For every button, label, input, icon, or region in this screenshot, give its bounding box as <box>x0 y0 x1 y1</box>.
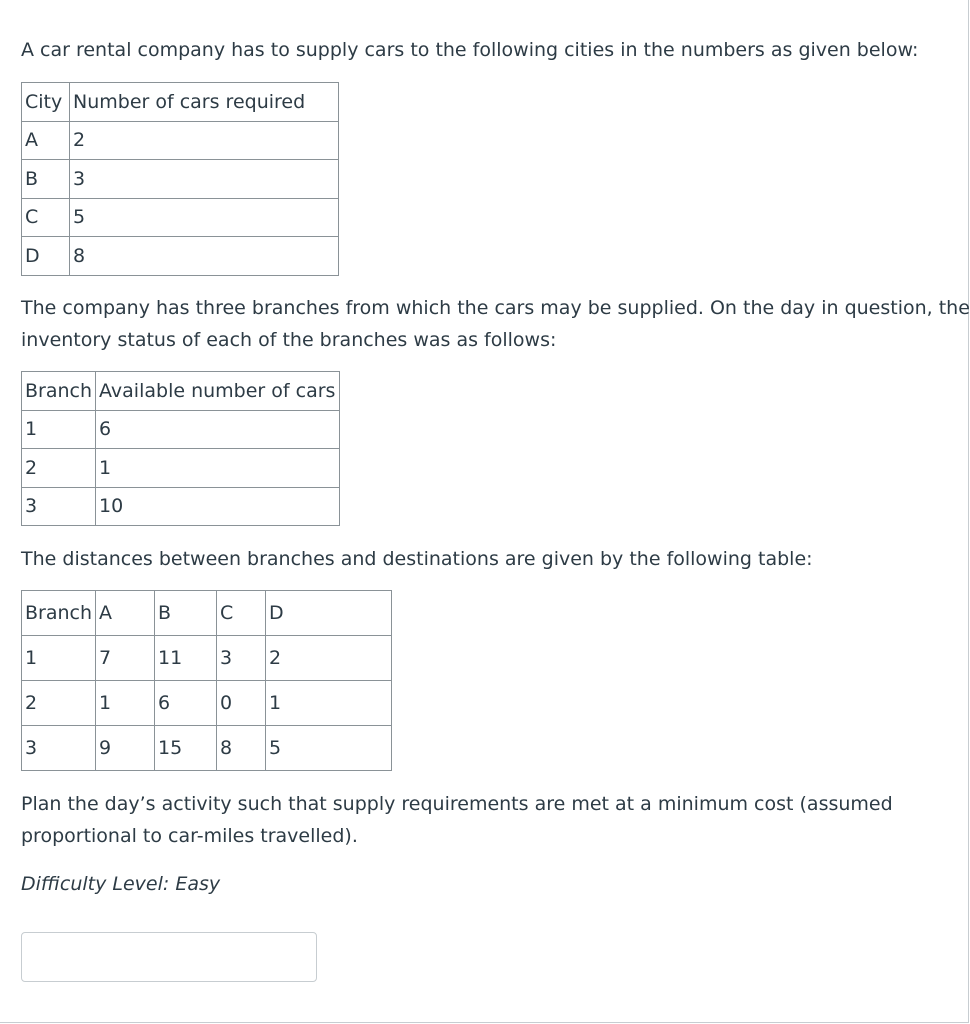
table-header-cell: City <box>22 83 70 122</box>
table-row <box>22 121 339 160</box>
table-cell: 6 <box>155 681 217 726</box>
table-header-cell: B <box>155 591 217 636</box>
table-row <box>22 487 340 526</box>
table-cell: 6 <box>96 410 340 449</box>
distances-table <box>21 590 392 771</box>
plan-text-line1: Plan the day’s activity such that supply requirements are met at a minimum cost (assumed <box>21 793 893 815</box>
table-cell: 1 <box>96 681 155 726</box>
table-row <box>22 160 339 199</box>
table-cell: 5 <box>266 726 392 771</box>
table-row <box>22 636 392 681</box>
table-cell: 3 <box>70 160 339 199</box>
table-row <box>22 726 392 771</box>
table-cell: B <box>22 160 70 199</box>
table-row <box>22 410 340 449</box>
table-header-cell: C <box>217 591 266 636</box>
table-header-cell: D <box>266 591 392 636</box>
table-cell: 15 <box>155 726 217 771</box>
table-row <box>22 449 340 488</box>
table-cell: 1 <box>266 681 392 726</box>
branches-text-line2: inventory status of each of the branches was as follows: <box>21 329 557 351</box>
table-header-row <box>22 372 340 411</box>
table-cell: 7 <box>96 636 155 681</box>
table-header-cell: Number of cars required <box>70 83 339 122</box>
intro-text: A car rental company has to supply cars to the following cities in the numbers as given below: <box>21 39 919 61</box>
table-cell: 3 <box>217 636 266 681</box>
table-cell: 11 <box>155 636 217 681</box>
table-cell: D <box>22 237 70 276</box>
table-row <box>22 237 339 276</box>
inventory-table <box>21 371 340 526</box>
table-cell: 9 <box>96 726 155 771</box>
table-header-cell: Branch <box>22 372 96 411</box>
table-header-row <box>22 83 339 122</box>
table-cell: 1 <box>96 449 340 488</box>
difficulty-level: Difficulty Level: Easy <box>21 873 221 895</box>
answer-input[interactable] <box>21 932 317 982</box>
table-cell: C <box>22 198 70 237</box>
table-cell: 2 <box>266 636 392 681</box>
table-cell: 1 <box>22 636 96 681</box>
table-cell: 3 <box>22 726 96 771</box>
table-cell: 10 <box>96 487 340 526</box>
table-header-row <box>22 591 392 636</box>
table-header-cell: A <box>96 591 155 636</box>
table-row <box>22 681 392 726</box>
table-cell: 8 <box>217 726 266 771</box>
distances-text: The distances between branches and destinations are given by the following table: <box>21 548 813 570</box>
table-row <box>22 198 339 237</box>
branches-text-line1: The company has three branches from which the cars may be supplied. On the day in question, the <box>21 297 970 319</box>
plan-text-line2: proportional to car-miles travelled). <box>21 825 358 847</box>
table-header-cell: Branch <box>22 591 96 636</box>
table-cell: 0 <box>217 681 266 726</box>
table-cell: 2 <box>22 681 96 726</box>
table-cell: 8 <box>70 237 339 276</box>
table-cell: A <box>22 121 70 160</box>
table-cell: 3 <box>22 487 96 526</box>
table-cell: 5 <box>70 198 339 237</box>
table-cell: 2 <box>70 121 339 160</box>
table-header-cell: Available number of cars <box>96 372 340 411</box>
table-cell: 1 <box>22 410 96 449</box>
cars-required-table <box>21 82 339 276</box>
table-cell: 2 <box>22 449 96 488</box>
